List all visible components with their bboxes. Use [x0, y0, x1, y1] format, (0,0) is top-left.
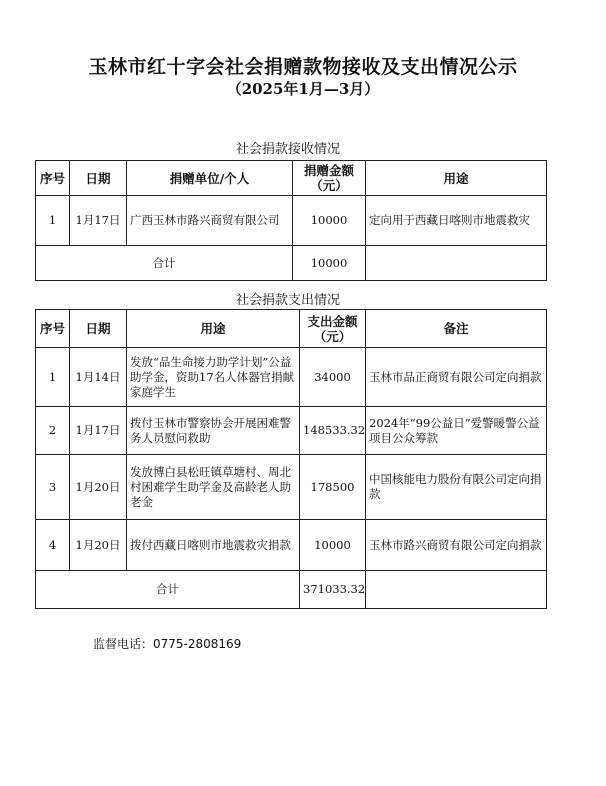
cell-seq: 3 [36, 455, 70, 520]
receipt-table [35, 160, 547, 281]
total-empty-cell [366, 571, 547, 609]
receipt-header-row [36, 161, 547, 196]
cell-date: 1月17日 [70, 407, 127, 455]
cell-seq: 1 [36, 348, 70, 407]
header-date: 日期 [70, 310, 127, 348]
table-row [36, 407, 547, 455]
header-note: 备注 [366, 310, 547, 348]
supervision-hotline: 监督电话：0775-2808169 [93, 637, 242, 651]
cell-use: 发放“品生命接力助学计划”公益助学金，资助17名人体器官捐献家庭学生 [127, 348, 300, 407]
cell-amount: 10000 [300, 520, 366, 571]
expense-table [35, 309, 547, 609]
header-use: 用途 [366, 161, 547, 196]
header-seq: 序号 [36, 310, 70, 348]
cell-use: 拨付玉林市警察协会开展困难警务人员慰问救助 [127, 407, 300, 455]
cell-use: 发放博白县松旺镇草塘村、周北村困难学生助学金及高龄老人助老金 [127, 455, 300, 520]
expense-section-title: 社会捐款支出情况 [235, 293, 340, 308]
total-amount: 10000 [293, 246, 366, 281]
header-donor: 捐赠单位/个人 [127, 161, 293, 196]
cell-note: 2024年“99公益日”爱警暖警公益项目公众筹款 [366, 407, 547, 455]
receipt-section-title: 社会捐款接收情况 [235, 142, 340, 157]
cell-note: 中国核能电力股份有限公司定向捐款 [366, 455, 547, 520]
cell-note: 玉林市路兴商贸有限公司定向捐款 [366, 520, 547, 571]
header-seq: 序号 [36, 161, 70, 196]
expense-header-row [36, 310, 547, 348]
document-title: 玉林市红十字会社会捐赠款物接收及支出情况公示 [88, 56, 518, 78]
table-row [36, 348, 547, 407]
total-label: 合计 [36, 246, 293, 281]
document-subtitle: （2025年1月—3月） [226, 80, 380, 98]
receipt-total-row [36, 246, 547, 281]
cell-note: 玉林市品正商贸有限公司定向捐款 [366, 348, 547, 407]
header-amount: 捐赠金额（元） [293, 161, 366, 196]
cell-seq: 2 [36, 407, 70, 455]
table-row [36, 520, 547, 571]
header-date: 日期 [70, 161, 127, 196]
cell-amount: 10000 [293, 196, 366, 246]
cell-seq: 4 [36, 520, 70, 571]
cell-amount: 178500 [300, 455, 366, 520]
total-amount: 371033.32 [300, 571, 366, 609]
cell-date: 1月17日 [70, 196, 127, 246]
cell-amount: 34000 [300, 348, 366, 407]
expense-total-row [36, 571, 547, 609]
header-use: 用途 [127, 310, 300, 348]
total-label: 合计 [36, 571, 300, 609]
header-amount: 支出金额（元） [300, 310, 366, 348]
cell-date: 1月14日 [70, 348, 127, 407]
cell-donor: 广西玉林市路兴商贸有限公司 [127, 196, 293, 246]
table-row [36, 455, 547, 520]
cell-use: 定向用于西藏日喀则市地震救灾 [366, 196, 547, 246]
table-row [36, 196, 547, 246]
cell-date: 1月20日 [70, 455, 127, 520]
cell-date: 1月20日 [70, 520, 127, 571]
total-empty-cell [366, 246, 547, 281]
cell-amount: 148533.32 [300, 407, 366, 455]
cell-use: 拨付西藏日喀则市地震救灾捐款 [127, 520, 300, 571]
cell-seq: 1 [36, 196, 70, 246]
